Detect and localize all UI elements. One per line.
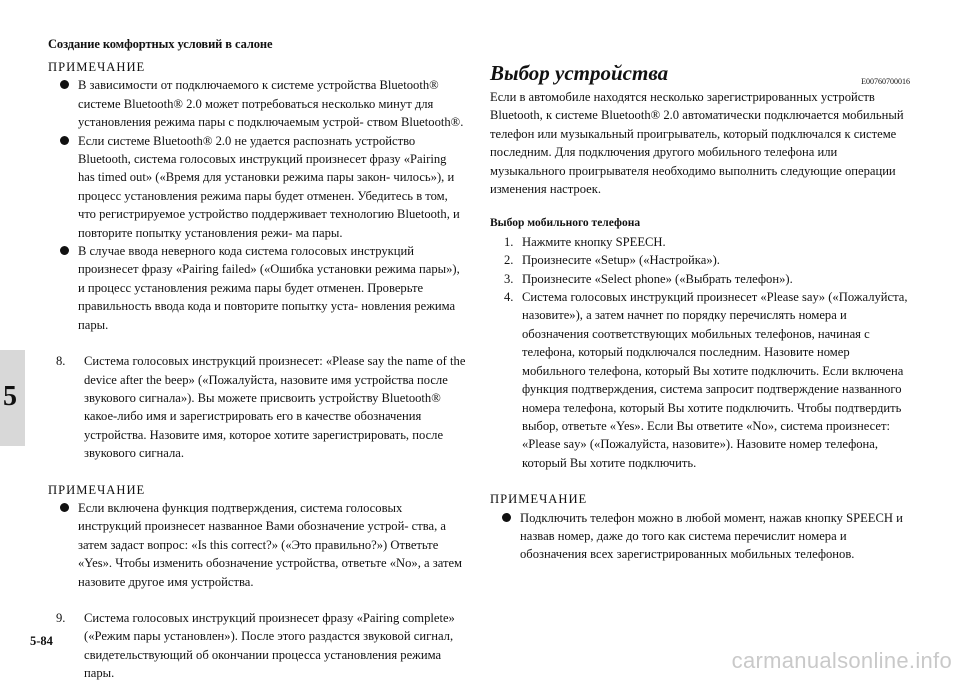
step-8 [56,352,466,462]
note-bullet [48,499,466,591]
step-text: Произнесите «Setup» («Настройка»). [522,253,720,268]
section-title-text: Выбор устройства [490,61,669,85]
step-2 [490,251,910,269]
step-9 [56,609,466,683]
note-bullet [48,242,466,334]
intro-paragraph: Если в автомобиле находятся несколько зарегистрированных устройств Bluetooth, к системе Bluetooth® 2.0 автоматически подключается мобильный телефон или музыкальный проигрыватель, который подключался к системе последним. Для подключения другого мобильного телефона или музыкального проигрывателя необходимо выполнить следующие операции изменения настроек. [490,90,904,197]
subheading: Выбор мобильного телефона [490,217,641,230]
bullet-icon [60,80,69,89]
bullet-icon [60,503,69,512]
chapter-tab [0,350,25,446]
bullet-icon [60,136,69,145]
step-text: Система голосовых инструкций произнесет фразу «Pairing complete» («Режим пары установлен»). После этого раздастся звуковой сигнал, свидетельствующий об окончании процесса установления режима пары. [84,610,455,681]
bullet-icon [502,513,511,522]
step-3 [490,270,910,288]
step-text: Нажмите кнопку SPEECH. [522,234,666,249]
note-bullet-text: Подключить телефон можно в любой момент, нажав кнопку SPEECH и назвав номер, даже до того как система перечислит номера и обозначения всех зарегистрированных мобильных телефонов. [520,510,903,562]
step-text: Система голосовых инструкций произнесет «Please say» («Пожалуйста, назовите»), а затем начнет по порядку перечислять номера и обозначения соответствующих мобильных телефонов, начиная с телефона, который подключался последним. Назовите номер мобильного телефона, который Вы хотите подключить. Если включена функция подтверждения, система запросит подтверждение названного номера телефона, который Вы хотите подключить. Чтобы подтвердить выбор, ответьте «Yes». Если Вы ответите «No», система произнесет: «Please say» («Пожалуйста, назовите»). Назовите номер телефона, который Вы хотите подключить. [522,290,908,470]
section-title [490,58,910,88]
note-title: ПРИМЕЧАНИЕ [48,482,146,497]
note-bullet-text: Если включена функция подтверждения, система голосовых инструкций произнесет названное Вами обозначение устрой- ства, а затем задаст вопрос: «Is this correct?» («Это правильно?») Ответьте «Yes». Чтобы изменить обозначение устройства, ответьте «No», а затем назовите другое имя устройства. [78,500,463,589]
bullet-icon [60,246,69,255]
note-bullet-text: В зависимости от подключаемого к системе устройства Bluetooth® системе Bluetooth® 2.0 может потребоваться несколько минут для установления режима пары с подключаемым устрой- ством Bluetooth®. [78,78,464,130]
step-number: 9. [56,610,66,625]
step-4 [490,288,910,472]
note-bullet-text: В случае ввода неверного кода система голосовых инструкций произнесет фразу «Pairing failed» («Ошибка установки режима пары»), и процесс установления режима пары будет отменен. Проверьте правильность ввода кода и повторите попытку уста- новления режима пары. [78,244,460,332]
section-header: Создание комфортных условий в салоне [48,37,273,51]
step-number: 1. [504,234,514,249]
note-bullet [490,509,910,564]
page-number: 5-84 [30,634,53,648]
note-bullet [48,132,466,242]
note-title: ПРИМЕЧАНИЕ [490,492,588,507]
step-text: Произнесите «Select phone» («Выбрать телефон»). [522,271,793,286]
note-title: ПРИМЕЧАНИЕ [48,60,146,74]
step-1 [490,233,910,251]
note-bullet [48,76,466,131]
step-number: 8. [56,354,66,369]
left-column [48,58,466,683]
chapter-number: 5 [3,381,17,412]
note-bullet-text: Если системе Bluetooth® 2.0 не удается распознать устройство Bluetooth, система голосовых инструкций произнесет фразу «Pairing has timed out» («Время для установки режима пары закон- чилось»), и процесс установления режима пары будет отменен. Убедитесь в том, что регистрируемое устройство поддерживает технологию Bluetooth, и повторите попытку установления режи- ма пары. [78,133,460,240]
watermark: carmanualsonline.info [731,648,952,673]
step-number: 3. [504,271,514,286]
right-column [490,58,910,564]
step-text: Система голосовых инструкций произнесет: «Please say the name of the device after the beep» («Пожалуйста, назовите имя устройства после звукового сигнала»). Вы можете присвоить устройству Bluetooth® какое-либо имя и зарегистрировать его в качестве обозначения устройства. Назовите имя, которое хотите зарегистрировать, после звукового сигнала. [84,354,466,461]
section-code: E00760700016 [861,77,910,86]
step-number: 4. [504,290,514,305]
step-number: 2. [504,253,514,268]
